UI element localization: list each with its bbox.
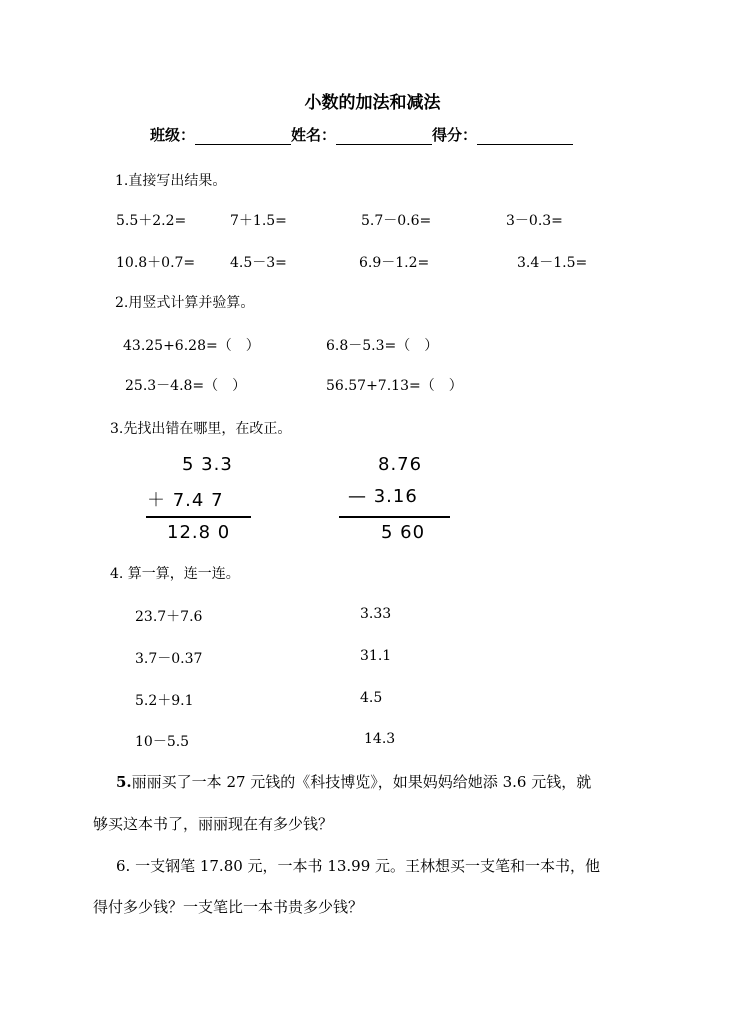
q1-title: 1.直接写出结果。 <box>115 173 227 189</box>
q2-item: 43.25+6.28=（ ） <box>123 338 260 354</box>
q3-right-sum-line <box>339 516 450 518</box>
class-label: 班级： <box>150 126 196 144</box>
q5-line1 <box>116 771 591 792</box>
q1-item: 5.7－0.6= <box>361 213 432 229</box>
class-field[interactable] <box>195 126 291 145</box>
q5-line2: 够买这本书了，丽丽现在有多少钱？ <box>93 815 334 833</box>
q4-right-item[interactable]: 3.33 <box>360 606 392 622</box>
q2-item: 56.57+7.13=（ ） <box>326 378 463 394</box>
q5-number: 5. <box>116 773 132 791</box>
q4-left-item[interactable]: 3.7－0.37 <box>135 651 203 667</box>
q3-right-mid: — 3.16 <box>348 486 418 507</box>
q3-left-top: 5 3.3 <box>182 454 233 475</box>
q1-item: 3.4－1.5= <box>517 255 588 271</box>
q2-title: 2.用竖式计算并验算。 <box>115 295 255 311</box>
name-label: 姓名： <box>291 126 337 144</box>
score-label: 得分： <box>432 126 478 144</box>
page-title: 小数的加法和减法 <box>304 93 441 113</box>
q1-item: 7＋1.5= <box>230 213 287 229</box>
q1-item: 4.5－3= <box>230 255 287 271</box>
q3-left-sum-line <box>146 516 251 518</box>
q3-right-result: 5 60 <box>381 522 426 543</box>
q3-left-result: 12.8 0 <box>167 522 231 543</box>
student-info-header <box>150 124 573 145</box>
q4-left-item[interactable]: 5.2＋9.1 <box>135 693 194 709</box>
q4-title: 4. 算一算，连一连。 <box>110 566 240 582</box>
q1-item: 3－0.3= <box>506 213 563 229</box>
q3-right-top: 8.76 <box>378 454 423 475</box>
q4-left-item[interactable]: 10－5.5 <box>135 734 190 750</box>
q3-title: 3.先找出错在哪里，在改正。 <box>110 421 292 437</box>
q1-item: 10.8＋0.7= <box>116 255 196 271</box>
q6-line2: 得付多少钱？一支笔比一本书贵多少钱？ <box>93 898 364 916</box>
score-field[interactable] <box>477 126 573 145</box>
q4-right-item[interactable]: 14.3 <box>364 731 396 747</box>
q1-item: 6.9－1.2= <box>359 255 430 271</box>
q6-line1: 6. 一支钢笔 17.80 元，一本书 13.99 元。王林想买一支笔和一本书，他 <box>116 857 601 875</box>
q4-left-item[interactable]: 23.7＋7.6 <box>135 609 203 625</box>
q3-left-mid: ＋ 7.4 7 <box>147 490 224 511</box>
q4-right-item[interactable]: 4.5 <box>360 690 383 706</box>
q2-item: 6.8－5.3=（ ） <box>326 338 439 354</box>
q5-line1-text: 丽丽买了一本 27 元钱的《科技博览》，如果妈妈给她添 3.6 元钱，就 <box>131 773 592 791</box>
q4-right-item[interactable]: 31.1 <box>360 648 392 664</box>
q1-item: 5.5＋2.2= <box>116 213 187 229</box>
name-field[interactable] <box>336 126 432 145</box>
q2-item: 25.3－4.8=（ ） <box>125 378 247 394</box>
